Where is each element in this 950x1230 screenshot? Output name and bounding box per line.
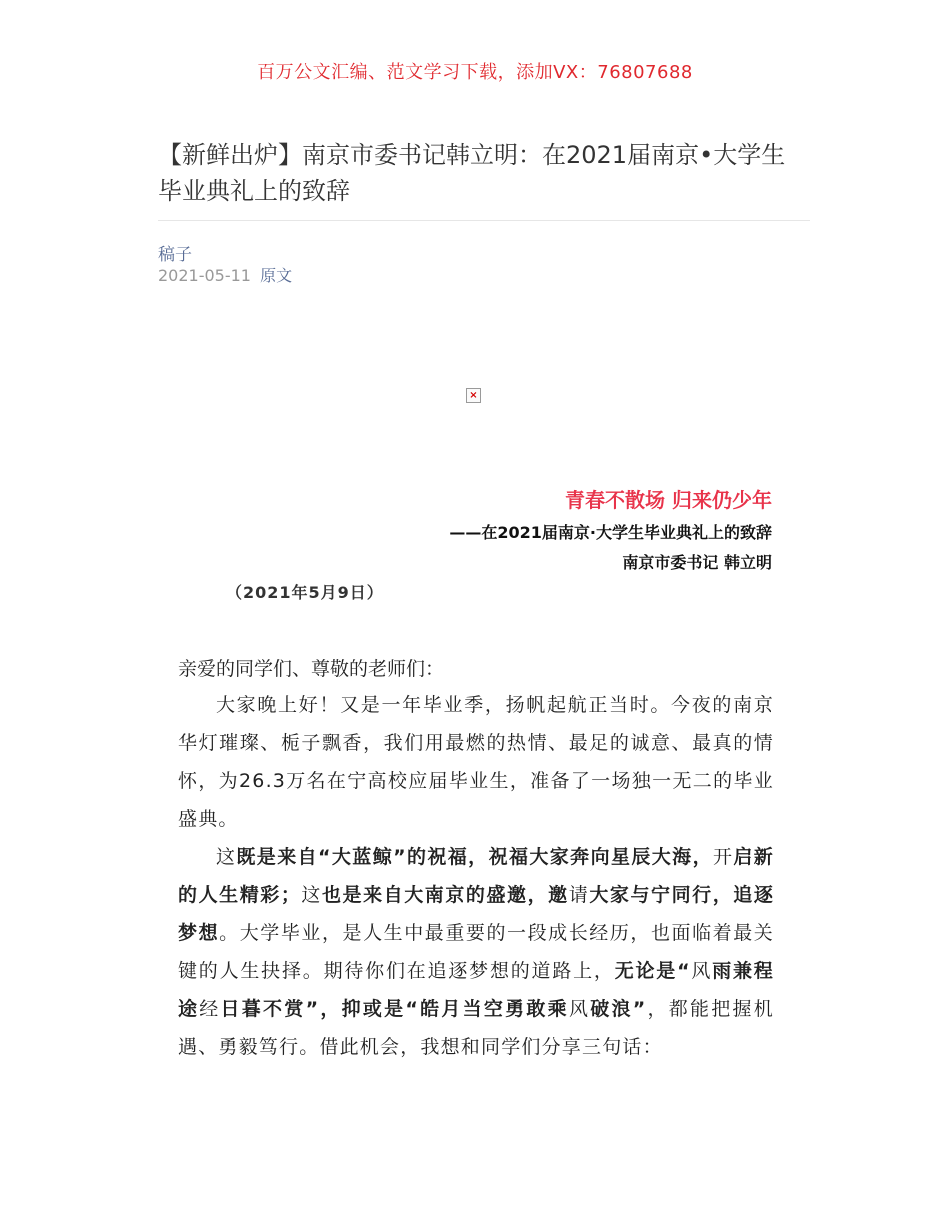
p2-segment: 开	[713, 846, 734, 868]
author-name[interactable]: 稿子	[158, 245, 192, 265]
p2-segment-bold: 破浪”	[590, 998, 647, 1020]
p2-segment-bold: 启新的人生精彩；	[178, 846, 775, 906]
article-title: 【新鲜出炉】南京市委书记韩立明：在2021届南京•大学生毕业典礼上的致辞	[158, 141, 786, 205]
p2-segment-bold: 大家与宁同行，追逐梦想	[178, 884, 775, 944]
p2-segment: 请	[568, 884, 590, 906]
p2-segment: 风	[690, 960, 713, 982]
publish-date: 2021-05-11	[158, 266, 251, 285]
promo-banner: 百万公文汇编、范文学习下载，添加VX：76807688	[257, 62, 693, 83]
speech-occasion: ——在2021届南京·大学生毕业典礼上的致辞	[449, 523, 772, 542]
paragraph-1: 大家晚上好！又是一年毕业季，扬帆起航正当时。今夜的南京华灯璀璨、栀子飘香，我们用最燃的热情、最足的诚意、最真的情怀，为26.3万名在宁高校应届毕业生，准备了一场独一无二的毕业盛典。	[178, 694, 774, 830]
p2-segment-bold: 雨兼程途	[178, 960, 774, 1020]
p2-segment: 这	[216, 846, 237, 868]
paragraph-2	[178, 838, 774, 1066]
p2-segment-bold: 也是来自大南京的盛邀，邀	[321, 884, 569, 906]
p2-segment: 。大学毕业，是人生中最重要的一段成长经历，也面临着最关键的人生抉择。期待你们在追逐梦想的道路上，	[178, 922, 775, 982]
p2-segment-bold: 既是来自“大蓝鲸”的祝福，祝福大家奔向星辰大海，	[236, 846, 713, 868]
p2-segment: 风	[568, 998, 591, 1020]
broken-image-icon	[466, 388, 481, 403]
p2-segment: 经	[199, 998, 221, 1020]
speech-greeting: 亲爱的同学们、尊敬的老师们：	[178, 658, 445, 680]
speech-subtitle: 青春不散场 归来仍少年	[565, 488, 772, 512]
article-meta	[158, 263, 292, 286]
p2-segment: ，都能把握机遇、勇毅笃行。借此机会，我想和同学们分享三句话：	[178, 998, 775, 1058]
title-divider	[158, 220, 810, 221]
p2-segment-bold: 无论是“	[614, 960, 691, 982]
source-link[interactable]: 原文	[260, 266, 293, 285]
broken-image-glyph: ×	[469, 389, 478, 401]
p2-segment-bold: 日暮不赏”，抑或是“皓月当空勇敢乘	[220, 998, 569, 1020]
p2-segment: 这	[301, 884, 322, 906]
speech-speaker: 南京市委书记 韩立明	[622, 553, 772, 572]
speech-date: （2021年5月9日）	[226, 583, 384, 602]
